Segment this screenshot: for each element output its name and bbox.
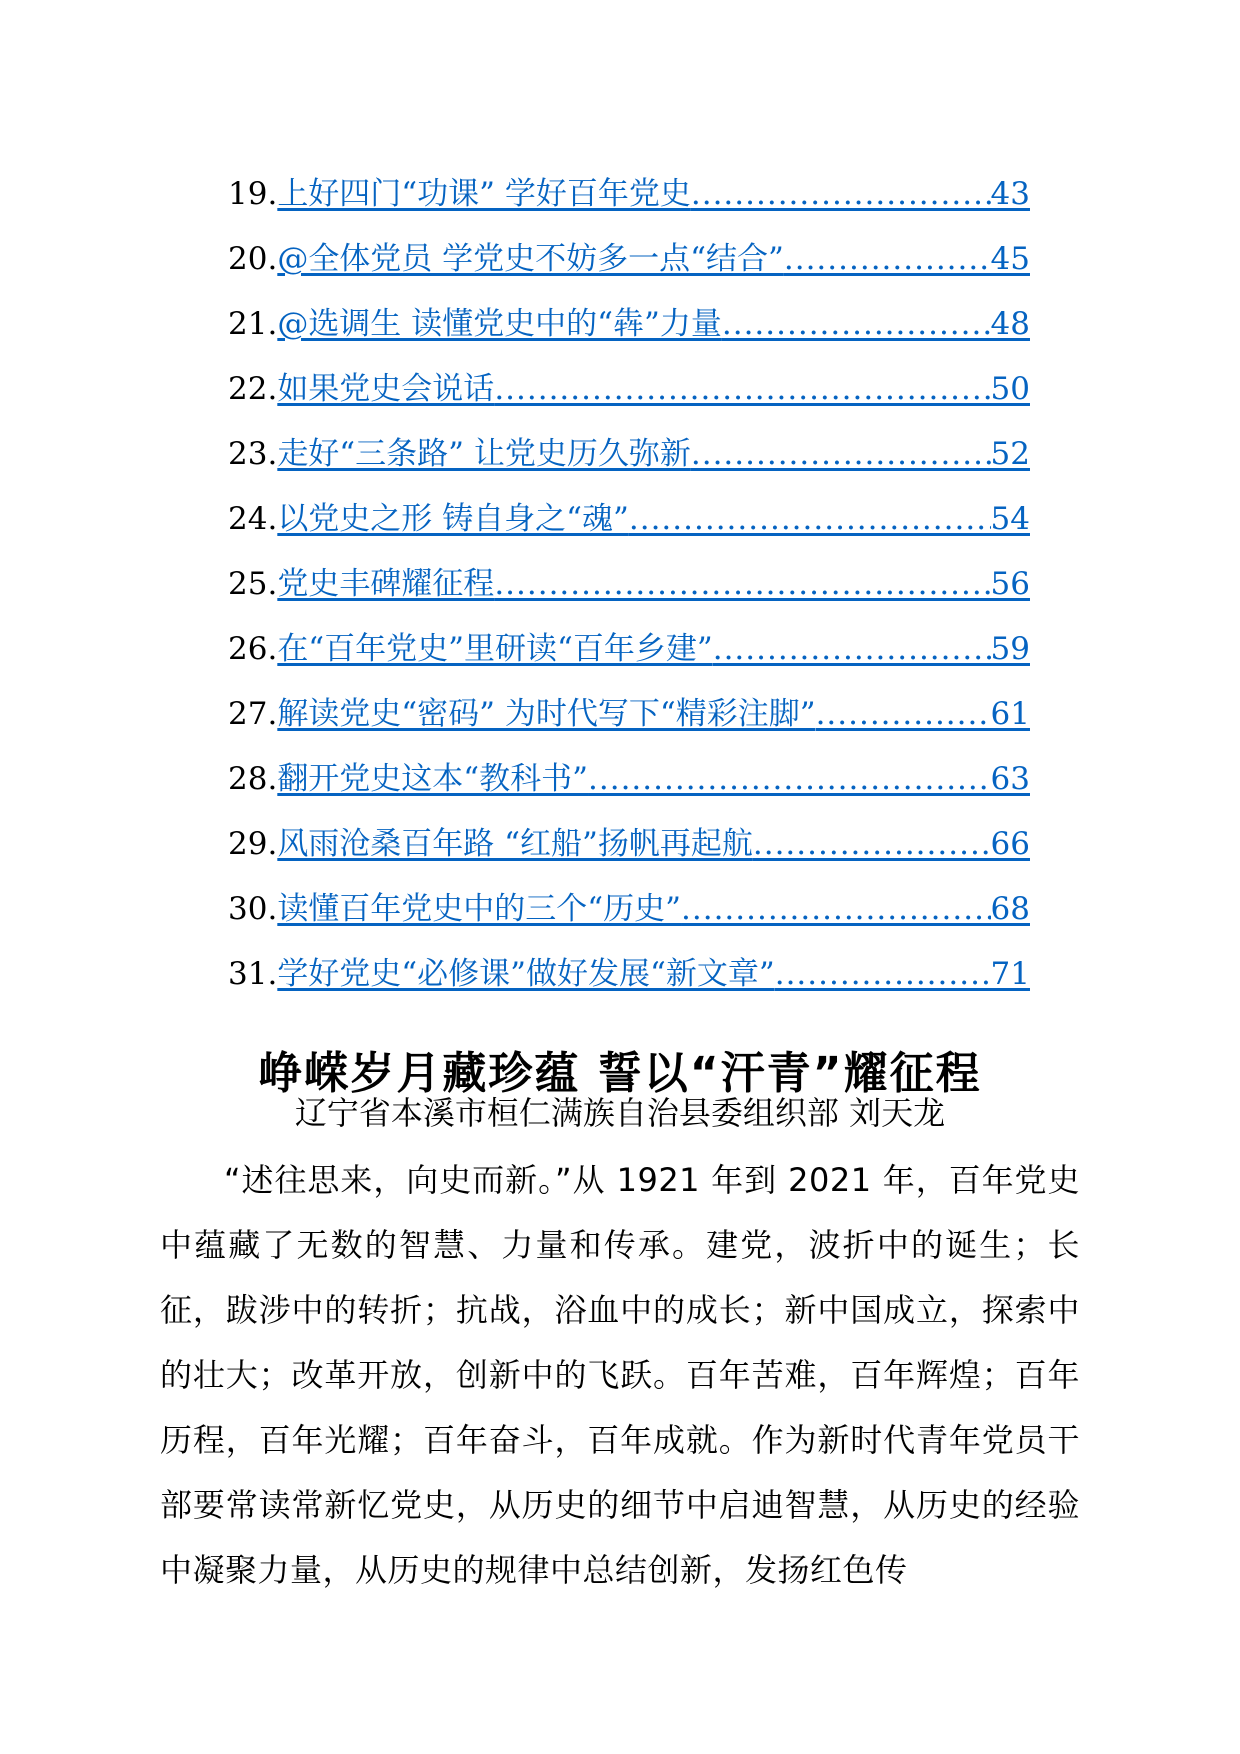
toc-entry (228, 757, 1030, 822)
article-author: 辽宁省本溪市桓仁满族自治县委组织部 刘天龙 (294, 1094, 946, 1132)
toc-entry-page: 52 (990, 436, 1030, 472)
toc-dot-leader (816, 692, 991, 736)
table-of-contents (228, 172, 1030, 1017)
toc-entry-number: 19. (228, 176, 278, 212)
toc-entry-title: 党史丰碑耀征程 (277, 566, 495, 602)
toc-dot-leader (722, 302, 991, 346)
toc-entry (228, 692, 1030, 757)
toc-entry-number: 22. (228, 371, 278, 407)
toc-dot-leader (775, 952, 991, 996)
toc-entry-number: 26. (228, 631, 278, 667)
toc-entry-title: @全体党员 学党史不妨多一点“结合” (277, 241, 784, 277)
toc-entry-page: 61 (990, 696, 1030, 732)
toc-entry-number: 25. (228, 566, 278, 602)
toc-entry-link[interactable] (277, 627, 1030, 671)
toc-entry (228, 562, 1030, 627)
toc-entry-number: 30. (228, 891, 278, 927)
toc-entry-number: 28. (228, 761, 278, 797)
toc-entry (228, 302, 1030, 367)
toc-entry (228, 432, 1030, 497)
toc-entry-number: 31. (228, 956, 278, 992)
toc-entry-page: 54 (990, 501, 1030, 537)
toc-entry (228, 627, 1030, 692)
toc-entry-link[interactable] (277, 822, 1030, 866)
toc-entry-page: 66 (990, 826, 1030, 862)
toc-entry-title: 风雨沧桑百年路 “红船”扬帆再起航 (277, 826, 753, 862)
toc-dot-leader (713, 627, 991, 671)
toc-entry (228, 367, 1030, 432)
toc-dot-leader (691, 172, 991, 216)
article-title: 峥嵘岁月藏珍蕴 誓以“汗青”耀征程 (258, 1048, 982, 1100)
toc-entry-link[interactable] (277, 952, 1030, 996)
toc-entry-link[interactable] (277, 172, 1030, 216)
toc-entry-number: 21. (228, 306, 278, 342)
toc-dot-leader (629, 497, 991, 541)
toc-dot-leader (753, 822, 991, 866)
toc-entry-page: 56 (990, 566, 1030, 602)
toc-entry-title: @选调生 读懂党史中的“犇”力量 (277, 306, 722, 342)
toc-entry-number: 20. (228, 241, 278, 277)
toc-entry-page: 63 (990, 761, 1030, 797)
toc-entry-link[interactable] (277, 692, 1030, 736)
toc-entry-title: 解读党史“密码” 为时代写下“精彩注脚” (277, 696, 816, 732)
toc-entry-page: 50 (990, 371, 1030, 407)
toc-entry-link[interactable] (277, 432, 1030, 476)
toc-entry-title: 以党史之形 铸自身之“魂” (277, 501, 629, 537)
toc-entry-page: 68 (990, 891, 1030, 927)
toc-entry-number: 23. (228, 436, 278, 472)
toc-entry-link[interactable] (277, 367, 1030, 411)
toc-entry-title: 在“百年党史”里研读“百年乡建” (277, 631, 713, 667)
toc-dot-leader (494, 562, 990, 606)
toc-entry-title: 学好党史“必修课”做好发展“新文章” (277, 956, 775, 992)
toc-entry (228, 952, 1030, 1017)
toc-dot-leader (691, 432, 991, 476)
article-paragraph: “述往思来，向史而新。”从 1921 年到 2021 年，百年党史中蕴藏了无数的智慧、力量和传承。建党，波折中的诞生；长征，跋涉中的转折；抗战，浴血中的成长；新中国成立，探索中的壮大；改革开放，创新中的飞跃。百年苦难，百年辉煌；百年历程，百年光耀；百年奋斗，百年成就。作为新时代青年党员干部要常读常新忆党史，从历史的细节中启迪智慧，从历史的经验中凝聚力量，从历史的规律中总结创新，发扬红色传 (160, 1161, 1080, 1589)
toc-entry-number: 27. (228, 696, 278, 732)
toc-entry-title: 走好“三条路” 让党史历久弥新 (277, 436, 691, 472)
toc-entry-title: 翻开党史这本“教科书” (277, 761, 589, 797)
toc-entry-link[interactable] (277, 757, 1030, 801)
toc-entry-title: 上好四门“功课” 学好百年党史 (277, 176, 691, 212)
toc-entry (228, 237, 1030, 302)
toc-dot-leader (681, 887, 991, 931)
toc-entry (228, 172, 1030, 237)
toc-entry-title: 如果党史会说话 (277, 371, 495, 407)
toc-entry-page: 71 (990, 956, 1030, 992)
toc-entry-page: 59 (990, 631, 1030, 667)
toc-dot-leader (588, 757, 991, 801)
toc-entry-page: 45 (990, 241, 1030, 277)
toc-entry-page: 48 (990, 306, 1030, 342)
toc-entry (228, 822, 1030, 887)
toc-entry-number: 29. (228, 826, 278, 862)
toc-dot-leader (494, 367, 990, 411)
toc-entry-link[interactable] (277, 237, 1030, 281)
toc-entry-title: 读懂百年党史中的三个“历史” (277, 891, 682, 927)
toc-dot-leader (784, 237, 991, 281)
toc-entry-link[interactable] (277, 302, 1030, 346)
toc-entry-link[interactable] (277, 562, 1030, 606)
toc-entry-number: 24. (228, 501, 278, 537)
toc-entry (228, 497, 1030, 562)
toc-entry-page: 43 (990, 176, 1030, 212)
toc-entry-link[interactable] (277, 887, 1030, 931)
toc-entry (228, 887, 1030, 952)
toc-entry-link[interactable] (277, 497, 1030, 541)
